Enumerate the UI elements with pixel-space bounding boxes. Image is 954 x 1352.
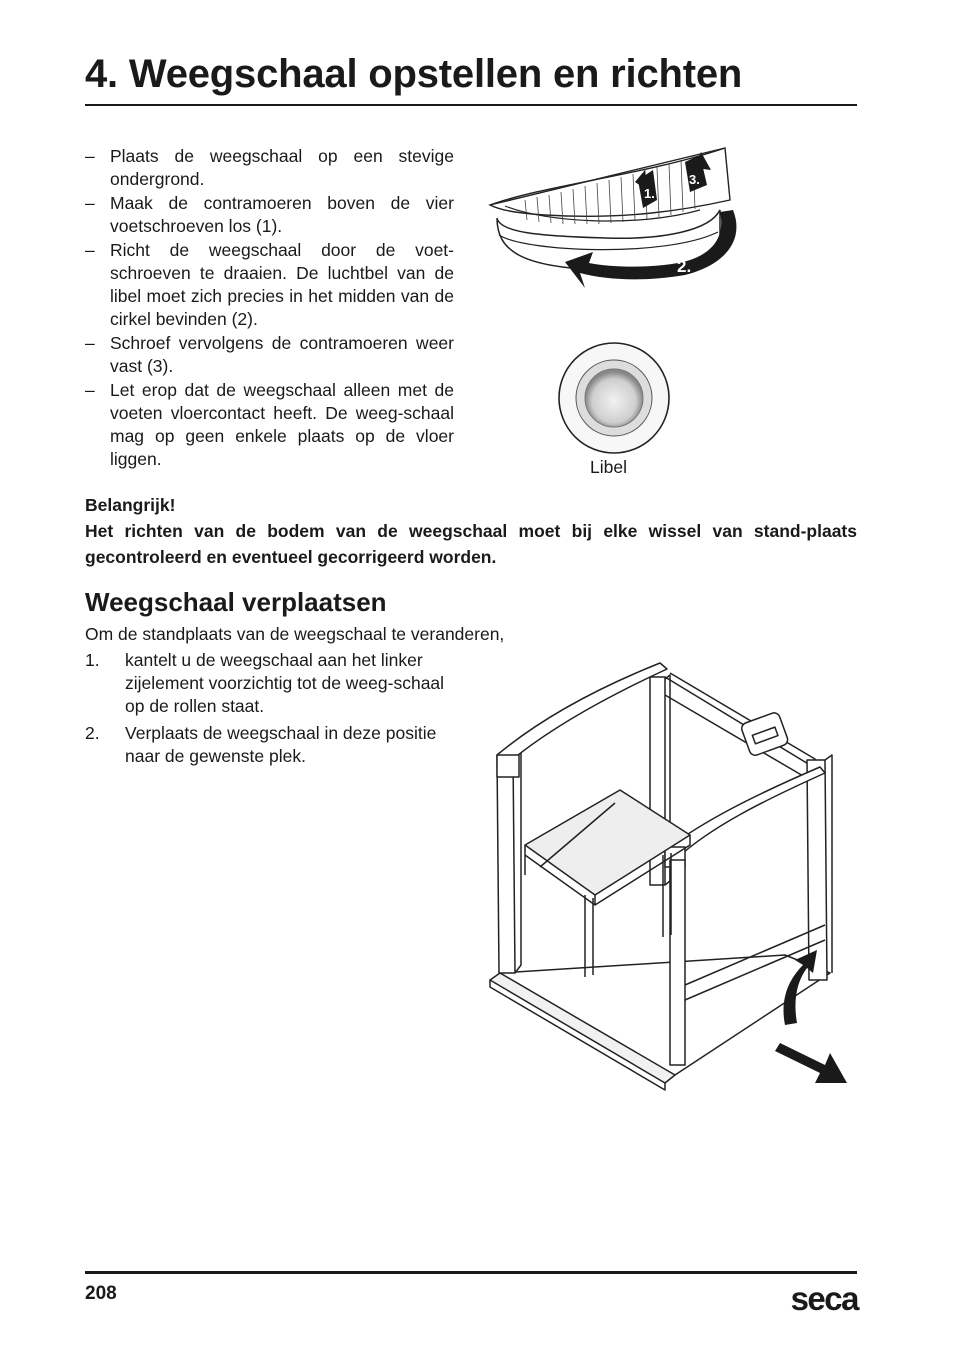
list-item <box>85 722 465 768</box>
setup-instructions-list <box>85 145 454 472</box>
list-item-text: Let erop dat de weegschaal alleen met de voeten vloercontact heeft. De weeg-schaal mag op geen enkele plaats op de vloer liggen. <box>110 380 454 469</box>
step-text: Verplaats de weegschaal in deze positie naar de gewenste plek. <box>125 723 437 766</box>
list-item <box>85 239 454 331</box>
list-item <box>85 649 465 718</box>
list-item <box>85 192 454 238</box>
bullet-dash: – <box>85 333 95 353</box>
important-text: Het richten van de bodem van de weegschaal moet bij elke wissel van stand-plaats gecontroleerd en eventueel gecorrigeerd worden. <box>85 521 857 567</box>
step-1-label: 1. <box>644 186 655 201</box>
footer-divider <box>85 1271 857 1274</box>
section-heading: Weegschaal verplaatsen <box>85 587 387 617</box>
page-number: 208 <box>85 1283 117 1304</box>
step-2-label: 2. <box>677 257 692 276</box>
list-item-text: Schroef vervolgens de contramoeren weer vast (3). <box>110 333 454 376</box>
important-heading: Belangrijk! <box>85 495 176 515</box>
svg-text:seca: seca <box>790 1280 858 1317</box>
move-steps-list <box>85 649 465 772</box>
foot-screw-illustration <box>485 140 745 305</box>
step-text: kantelt u de weegschaal aan het linker zijelement voorzichtig tot de weeg-schaal op de rollen staat. <box>125 650 445 716</box>
list-item <box>85 379 454 471</box>
list-item <box>85 145 454 191</box>
title-divider <box>85 104 857 106</box>
seca-logo <box>770 1268 860 1318</box>
section-intro: Om de standplaats van de weegschaal te veranderen, <box>85 624 505 644</box>
page-title: 4. Weegschaal opstellen en richten <box>85 52 743 96</box>
spirit-level-illustration <box>555 340 675 456</box>
list-item-text: Maak de contramoeren boven de vier voetschroeven los (1). <box>110 193 454 236</box>
list-item-text: Plaats de weegschaal op een stevige ondergrond. <box>110 146 454 189</box>
scale-tilt-illustration <box>485 655 855 1090</box>
step-number: 1. <box>85 650 100 670</box>
step-number: 2. <box>85 723 100 743</box>
list-item <box>85 332 454 378</box>
bullet-dash: – <box>85 146 95 166</box>
list-item-text: Richt de weegschaal door de voet-schroeven te draaien. De luchtbel van de libel moet zich precies in het midden van de cirkel bevinden (2). <box>110 240 454 329</box>
step-3-label: 3. <box>689 172 700 187</box>
bullet-dash: – <box>85 240 95 260</box>
bullet-dash: – <box>85 193 95 213</box>
spirit-level-label: Libel <box>590 457 627 477</box>
bullet-dash: – <box>85 380 95 400</box>
important-notice <box>85 492 857 570</box>
